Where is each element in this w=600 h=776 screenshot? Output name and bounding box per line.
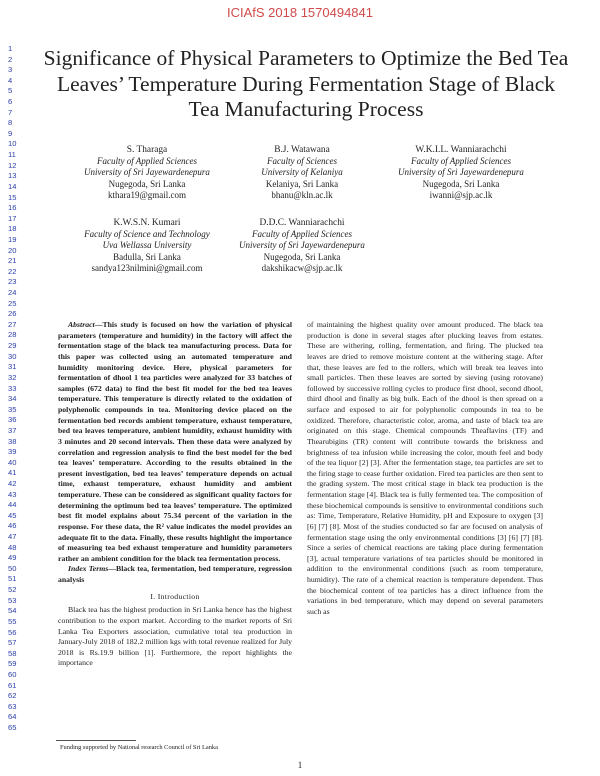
author-name: S. Tharaga <box>126 145 168 155</box>
line-number: 36 <box>8 415 17 425</box>
author-email: kthara19@gmail.com <box>107 189 187 200</box>
line-number: 27 <box>8 319 17 329</box>
author-affiliation: Faculty of Applied Sciences <box>251 229 353 240</box>
line-number: 37 <box>8 425 17 435</box>
line-number: 56 <box>8 627 17 637</box>
line-number: 48 <box>8 542 17 552</box>
line-number: 25 <box>8 298 17 308</box>
paper-title: Significance of Physical Parameters to Optimize the Bed Tea Leaves’ Temperature During Fermentation Stage of Black Tea Manufacturing Process <box>43 46 569 122</box>
line-number: 61 <box>8 680 17 690</box>
author-location: Kelaniya, Sri Lanka <box>265 178 339 189</box>
author-email: sandya123nilmini@gmail.com <box>91 262 203 273</box>
line-number: 17 <box>8 213 17 223</box>
author-email: iwanni@sjp.ac.lk <box>429 189 493 200</box>
author-email: bhanu@kln.ac.lk <box>271 189 333 200</box>
line-number: 7 <box>8 107 13 117</box>
author-name: W.K.I.L. Wanniarachchi <box>415 145 507 155</box>
abstract-text: —This study is focused on how the variation of physical parameters (temperature and humidity) in the factory will affect the fermentation stage of the black tea manufacturing process. Data for this paper was collected using an automated temperature and humidity monitoring device. Here, physical parameters for fermentation of dhool 1 tea particles were analyzed for 33 batches of samples (672 data) to find the best fit model for the bed tea leaves temperature. This temperature is directly related to the oxidation of polyphenolic compounds in tea. Monitoring device placed on the fermentation bed records ambient temperature, exhaust temperature, bed tea leaves temperature, ambient humidity, exhaust humidity with 3 minutes and 20 second intervals. Then these data were analyzed by correlation and regression analysis to find the best model for the bed tea leaves’ temperature. According to the results obtained in the present investigation, bed tea leaves’ temperature depends on actual time, exhaust temperature, exhaust humidity and ambient temperature. These can be considered as significant quality factors for determining the optimum bed tea leaves’ temperature. The optimized best fit model explains about 75.34 percent of the variation in the response. For these data, the R² value indicates the model provides an adequate fit to the data. Finally, these results highlight the importance of measuring tea bed exhaust temperature and humidity parameters rather an ambient condition for the black tea fermentation process. <box>58 320 292 563</box>
line-number: 24 <box>8 288 17 298</box>
line-number: 34 <box>8 394 17 404</box>
author-location: Nugegoda, Sri Lanka <box>422 178 500 189</box>
line-number: 3 <box>8 65 13 75</box>
line-number: 1 <box>8 44 13 53</box>
line-number: 15 <box>8 192 17 202</box>
index-terms <box>58 564 292 585</box>
author-block <box>366 145 556 201</box>
line-number: 6 <box>8 97 13 107</box>
line-number: 12 <box>8 160 17 170</box>
line-number: 40 <box>8 457 17 467</box>
line-number: 41 <box>8 468 17 478</box>
author-university: University of Kelaniya <box>261 167 343 178</box>
line-number: 47 <box>8 532 17 542</box>
line-number: 28 <box>8 330 17 340</box>
line-number: 32 <box>8 372 17 382</box>
line-number: 18 <box>8 224 17 234</box>
line-number: 63 <box>8 701 17 711</box>
author-name: B.J. Watawana <box>274 145 330 155</box>
left-column <box>58 320 292 669</box>
line-number: 65 <box>8 723 17 732</box>
line-numbers <box>8 44 26 734</box>
line-number: 51 <box>8 574 17 584</box>
line-number: 59 <box>8 659 17 669</box>
author-location: Badulla, Sri Lanka <box>113 251 181 262</box>
line-number: 9 <box>8 128 13 138</box>
line-number: 30 <box>8 351 17 361</box>
line-number: 53 <box>8 595 17 605</box>
line-number: 13 <box>8 171 17 181</box>
body-paragraph: of maintaining the highest quality over amount produced. The black tea production is done in several stages after plucking leaves from estates. These are withering, rolling, fermentation, and firing. The plucked tea leaves are dried to remove moisture content at the withering stage. After that, these leaves are fed to the rollers, which will break tea leaves into small particles. Then these leaves are sorted by sieving (using rotovane) followed by successive rolling cycles to produce first dhool, second dhool, third dhool and finally as big bulk. Each of the dhool is then spread on a surface and exposed to air for polyphenolic compounds in tea to be oxidized. Therefore, characteristic color, aroma, and taste of black tea are originated on this stage. Chemical compounds Theaflavins (TF) and Thearubigins (TR) content will contribute towards the briskness and brightness of tea infusion while increasing the color, mouth feel and body of the tea liquor [2] [3]. After the fermentation stage, tea particles are set to the firing stage to cease further oxidation. Fired tea particles are then sent to the grading system. The most critical stage in black tea production is the fermentation stage [4]. Black tea is fully fermented tea. The composition of these biochemical compounds is sensitive to environmental conditions such as: Time, Temperature, Relative Humidity, pH and Exposure to oxygen [3] [6] [7] [8]. Most of the studies conducted so far are focused on analysis of fermentation stage using the only environmental conditions [3] [6] [7] [8]. Since a series of chemical reactions are taking place during fermentation [3], actual temperature variations of tea particles should be monitored in addition to the environmental conditions (such as room temperature, humidity). The rate of a chemical reaction is temperature dependent. Thus the biochemical content of tea particles has a direct influence from the variations in bed temperature, which may depend on several parameters such as <box>307 320 543 616</box>
line-number: 60 <box>8 669 17 679</box>
line-number: 5 <box>8 86 13 96</box>
author-block <box>207 218 397 274</box>
intro-paragraph: Black tea has the highest production in Sri Lanka hence has the highest contribution to the export market. According to the market reports of Sri Lanka Tea Exporters association, cumulative total tea production in January-July 2018 of 182.2 million kgs with total revenue realized for July 2018 is Rs.19.9 billion [1]. Furthermore, the report highlights the importance <box>58 605 292 668</box>
line-number: 4 <box>8 75 13 85</box>
line-number: 14 <box>8 181 17 191</box>
line-number: 50 <box>8 563 17 573</box>
line-number: 64 <box>8 712 17 722</box>
author-affiliation: Faculty of Science and Technology <box>84 229 210 240</box>
line-number: 57 <box>8 638 17 648</box>
line-number: 44 <box>8 500 17 510</box>
author-university: University of Sri Jayewardenepura <box>84 167 210 178</box>
line-number: 11 <box>8 150 16 160</box>
line-number: 39 <box>8 447 17 457</box>
right-column <box>307 320 543 618</box>
index-terms-text: —Black tea, fermentation, bed temperature, regression analysis <box>58 564 292 584</box>
line-number: 23 <box>8 277 17 287</box>
line-number: 58 <box>8 648 17 658</box>
abstract <box>58 320 292 564</box>
abstract-label: Abstract <box>68 320 95 329</box>
line-number: 8 <box>8 118 13 128</box>
author-university: University of Sri Jayewardenepura <box>239 240 365 251</box>
author-name: K.W.S.N. Kumari <box>113 218 181 228</box>
line-number: 21 <box>8 256 17 266</box>
line-number: 45 <box>8 510 17 520</box>
line-number: 49 <box>8 553 17 563</box>
author-location: Nugegoda, Sri Lanka <box>263 251 341 262</box>
line-number: 22 <box>8 266 17 276</box>
author-location: Nugegoda, Sri Lanka <box>108 178 186 189</box>
line-number: 31 <box>8 362 17 372</box>
line-number: 16 <box>8 203 17 213</box>
line-number: 26 <box>8 309 17 319</box>
line-number: 55 <box>8 616 17 626</box>
author-affiliation: Faculty of Applied Sciences <box>96 156 198 167</box>
author-affiliation: Faculty of Sciences <box>267 156 337 167</box>
conference-header: ICIAfS 2018 1570494841 <box>226 5 373 20</box>
line-number: 29 <box>8 341 17 351</box>
section-heading: I. Introduction <box>150 591 200 601</box>
author-university: University of Sri Jayewardenepura <box>398 167 524 178</box>
author-affiliation: Faculty of Applied Sciences <box>410 156 512 167</box>
line-number: 54 <box>8 606 17 616</box>
page-number: 1 <box>297 760 303 770</box>
author-email: dakshikacw@sjp.ac.lk <box>261 262 343 273</box>
line-number: 10 <box>8 139 17 149</box>
line-number: 33 <box>8 383 17 393</box>
footnote: Funding supported by National research Council of Sri Lanka <box>60 744 218 751</box>
footnote-rule <box>56 740 136 741</box>
line-number: 19 <box>8 234 17 244</box>
line-number: 62 <box>8 691 17 701</box>
author-university: Uva Wellassa University <box>102 240 192 251</box>
line-number: 35 <box>8 404 17 414</box>
author-name: D.D.C. Wanniarachchi <box>259 218 345 228</box>
line-number: 20 <box>8 245 17 255</box>
line-number: 42 <box>8 478 17 488</box>
line-number: 2 <box>8 54 13 64</box>
line-number: 43 <box>8 489 17 499</box>
line-number: 46 <box>8 521 17 531</box>
line-number: 38 <box>8 436 17 446</box>
line-number: 52 <box>8 585 17 595</box>
index-terms-label: Index Terms <box>68 564 109 574</box>
